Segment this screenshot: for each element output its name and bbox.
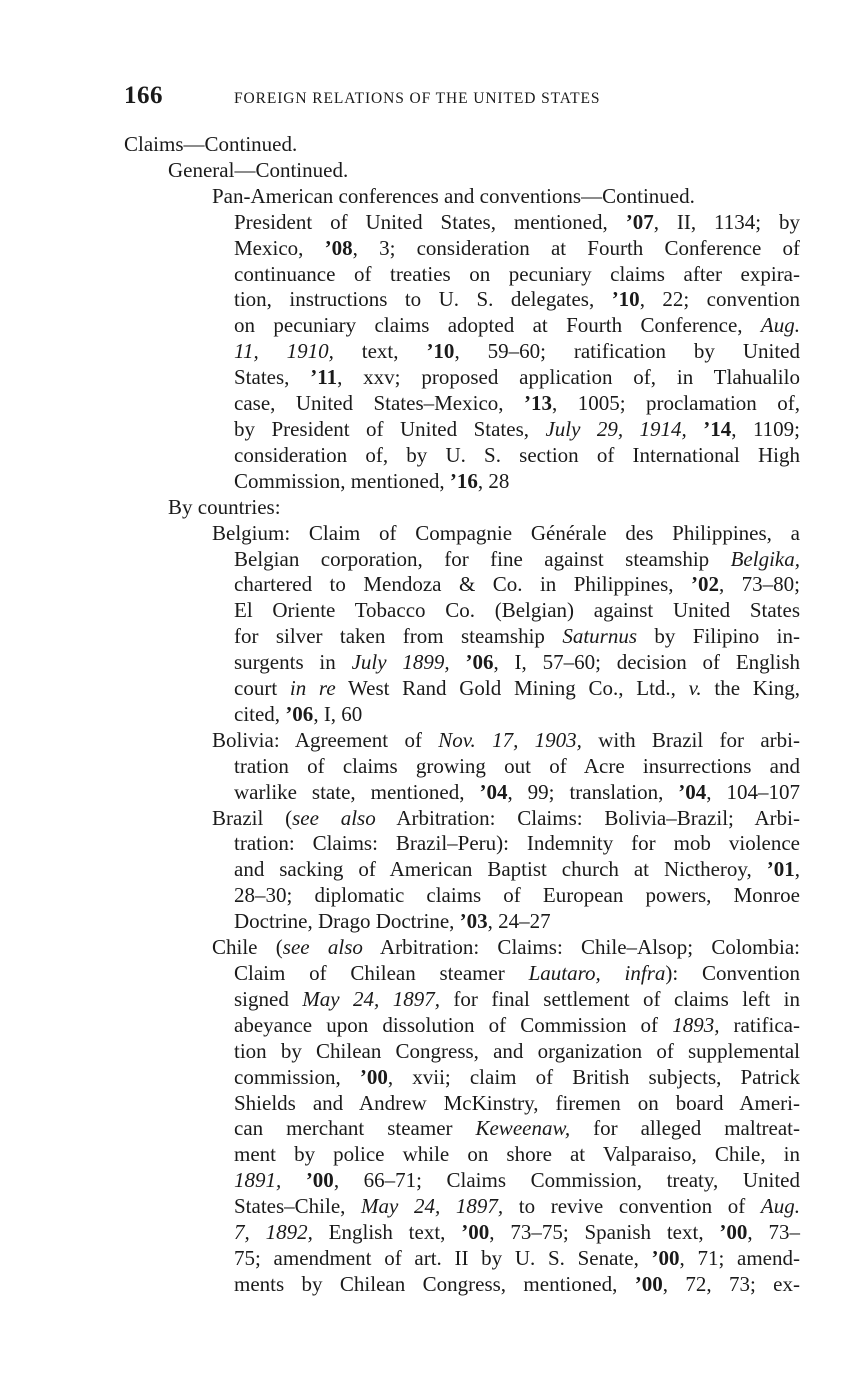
entry-line: surgents in July 1899, ’06, I, 57–60; decision of English xyxy=(234,650,800,675)
entry-line: chartered to Mendoza & Co. in Philippines, ’02, 73–80; xyxy=(234,572,800,597)
entry-line: Claim of Chilean steamer Lautaro, infra): Convention xyxy=(234,961,800,985)
page-header xyxy=(124,82,804,116)
entry-line: States, ’11, xxv; proposed application of, in Tlahualilo xyxy=(234,365,800,390)
entry-bolivia xyxy=(124,728,800,806)
entry-line: consideration of, by U. S. section of International High xyxy=(234,442,800,467)
entry-line: ment by police while on shore at Valparaiso, Chile, in xyxy=(234,1142,800,1167)
entry-line: Bolivia: Agreement of Nov. 17, 1903, with Brazil for arbi- xyxy=(212,727,800,752)
entry-line: Chile (see also Arbitration: Claims: Chile–Alsop; Colombia: xyxy=(212,935,800,960)
entry-line: cited, ’06, I, 60 xyxy=(234,701,363,726)
entry-line: can merchant steamer Keweenaw, for alleged maltreat- xyxy=(234,1116,800,1141)
heading-by-countries: By countries: xyxy=(168,494,281,519)
entry-line: signed May 24, 1897, for final settlement of claims left in xyxy=(234,986,800,1011)
entry-line: tration of claims growing out of Acre insurrections and xyxy=(234,753,800,778)
entry-line: Brazil (see also Arbitration: Claims: Bolivia–Brazil; Arbi- xyxy=(212,805,800,830)
entry-line: 28–30; diplomatic claims of European powers, Monroe xyxy=(234,883,800,908)
entry-line: tration: Claims: Brazil–Peru): Indemnity for mob violence xyxy=(234,831,800,856)
entry-line: Belgian corporation, for fine against steamship Belgika, xyxy=(234,546,800,571)
entry-line: 11, 1910, text, ’10, 59–60; ratification by United xyxy=(234,339,800,364)
index-content xyxy=(124,132,800,1298)
heading-pan-american: Pan-American conferences and conventions—Continued. xyxy=(212,183,695,208)
entry-line: President of United States, mentioned, ’07, II, 1134; by xyxy=(234,209,800,234)
entry-line: 1891, ’00, 66–71; Claims Commission, treaty, United xyxy=(234,1168,800,1193)
running-title: FOREIGN RELATIONS OF THE UNITED STATES xyxy=(234,90,601,107)
entry-line: 75; amendment of art. II by U. S. Senate, ’00, 71; amend- xyxy=(234,1245,800,1270)
entry-line: for silver taken from steamship Saturnus by Filipino in- xyxy=(234,624,800,649)
entry-line: tion, instructions to U. S. delegates, ’10, 22; convention xyxy=(234,287,800,312)
entry-line: court in re West Rand Gold Mining Co., Ltd., v. the King, xyxy=(234,676,800,701)
entry-chile xyxy=(124,935,800,1298)
entry-line: abeyance upon dissolution of Commission of 1893, ratifica- xyxy=(234,1012,801,1037)
entry-belgium xyxy=(124,521,800,728)
entry-line: case, United States–Mexico, ’13, 1005; proclamation of, xyxy=(234,391,800,416)
entry-line: El Oriente Tobacco Co. (Belgian) against United States xyxy=(234,598,800,623)
entry-line: commission, ’00, xvii; claim of British subjects, Patrick xyxy=(234,1064,800,1089)
entry-line: Commission, mentioned, ’16, 28 xyxy=(234,468,510,493)
entry-line: by President of United States, July 29, 1914, ’14, 1109; xyxy=(234,416,801,441)
entry-line: 7, 1892, English text, ’00, 73–75; Spanish text, ’00, 73– xyxy=(234,1220,801,1245)
entry-line: Belgium: Claim of Compagnie Générale des Philippines, a xyxy=(212,520,800,545)
heading-general: General—Continued. xyxy=(168,157,349,182)
heading-claims: Claims—Continued. xyxy=(124,132,298,156)
entry-line: Shields and Andrew McKinstry, firemen on board Ameri- xyxy=(234,1090,800,1115)
entry-line: on pecuniary claims adopted at Fourth Conference, Aug. xyxy=(234,313,800,338)
entry-line: States–Chile, May 24, 1897, to revive convention of Aug. xyxy=(234,1194,800,1219)
entry-line: and sacking of American Baptist church at Nictheroy, ’01, xyxy=(234,857,800,882)
entry-line: warlike state, mentioned, ’04, 99; translation, ’04, 104–107 xyxy=(234,779,800,804)
page-number: 166 xyxy=(124,82,163,109)
entry-line: tion by Chilean Congress, and organization of supplemental xyxy=(234,1038,800,1063)
entry-brazil xyxy=(124,806,800,936)
entry-line: continuance of treaties on pecuniary claims after expira- xyxy=(234,261,800,286)
entry-line: Doctrine, Drago Doctrine, ’03, 24–27 xyxy=(234,909,551,934)
entry-line: ments by Chilean Congress, mentioned, ’00, 72, 73; ex- xyxy=(234,1271,800,1296)
entry-pan-american xyxy=(124,210,800,495)
entry-line: Mexico, ’08, 3; consideration at Fourth Conference of xyxy=(234,235,800,260)
